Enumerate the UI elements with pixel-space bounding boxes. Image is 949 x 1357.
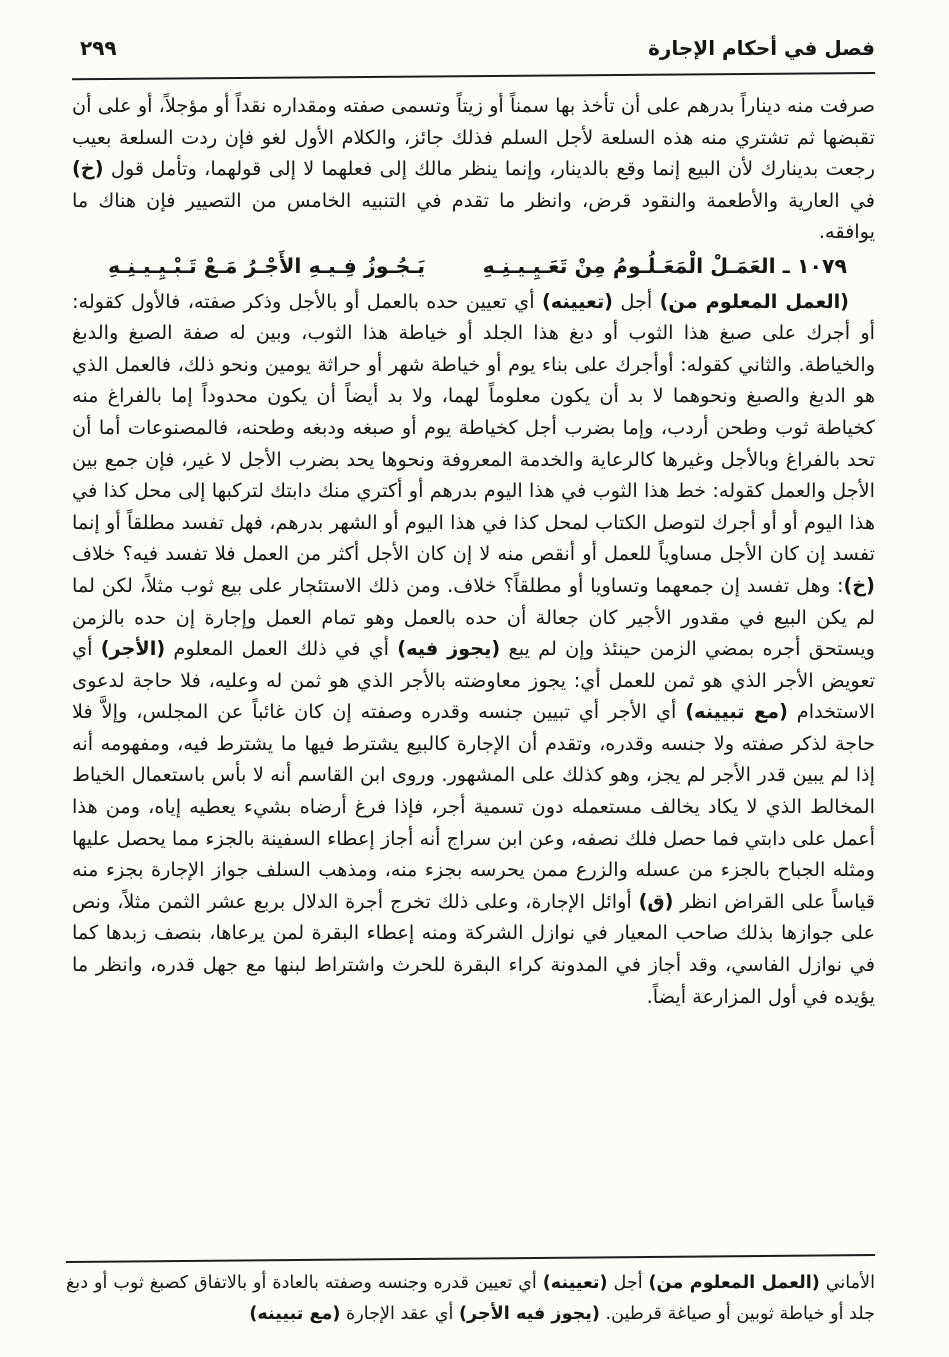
text-run: أي تعيين قدره وجنسه وصفته بالعادة أو بالاتفاق كصبغ ثوب أو دبغ جلد أو خياطة ثوبين أو صياغة قرطين.	[66, 1273, 875, 1324]
bold-lemma: (خ)	[72, 157, 104, 181]
bold-lemma: (يجوز فيه)	[397, 637, 501, 661]
text-run: أي عقد الإجارة	[340, 1303, 460, 1324]
verse-first-hemistich	[483, 251, 847, 283]
chapter-title: فصل في أحكام الإجارة	[648, 36, 875, 60]
page-header	[0, 0, 949, 60]
text-run: أي تعيين حده بالعمل أو بالأجل وذكر صفته، فالأول كقوله: أو أجرك على صبغ هذا الثوب أو دبغ هذا الجلد أو خياطة هذا الثوب، وبين له صفة الصبغ والدبغ والخياطة. والثاني كقوله: أوأجرك على بناء يوم أو خياطة شهر أو حراثة يومين ونحو ذلك، فالعمل الذي هو الدبغ والصبغ ونحوهما لا بد أن يكون معلوماً لهما، ولا بد أيضاً أن يكون محدوداً إما بالفراغ منه كخياطة ثوب وطحن أردب، وإما بضرب أجل كخياطة يوم أو صبغه ودبغه وطحنه، فالمصنوعات أما أن تحد بالفراغ وبالأجل وغيرها كالرعاية والخدمة المعروفة ونحوها يحد بضرب الأجل لا غير، فإن جمع بين الأجل والعمل كقوله: خط هذا الثوب في هذا اليوم بدرهم أو أكتري منك دابتك لتركبها إلى محل كذا في هذا اليوم أو أو أجرك لتوصل الكتاب لمحل كذا في هذا اليوم أو الشهر بدرهم، فهل تفسد مطلقاً أو إنما تفسد إن كان الأجل مساوياً للعمل أو أنقص منه لا إن كان الأجل أكثر من العمل فلا تفسد فيه؟ خلاف	[72, 289, 875, 566]
text-run: أي في ذلك العمل المعلوم	[165, 637, 398, 661]
body-paragraph-continuation	[72, 90, 875, 248]
bold-lemma: (يجوز فيه الأجر)	[459, 1303, 600, 1324]
text-run: أجل	[607, 1273, 649, 1293]
bold-lemma: (تعيينه)	[542, 1273, 608, 1293]
bold-lemma: (العمل المعلوم من)	[659, 289, 849, 313]
text-run: صرفت منه ديناراً بدرهم على أن تأخذ بها سمناً أو زيتاً وتسمى صفته ومقداره نقداً أو مؤجلاً، أو على أن تقبضها ثم تشتري منه هذه السلعة لأجل السلم فذلك جائز، والكلام الأول لغو فإن ردت السلعة بعيب رجعت بدينارك لأن البيع إنما وقع بالدينار، وإنما ينظر مالك إلى فعلهما لا إلى قولهما، وتأمل قول	[72, 94, 875, 181]
text-run: أي الأجر أي تبيين جنسه وقدره وصفته إن كان غائباً عن المجلس، وإلاَّ فلا حاجة لذكر صفته ولا جنسه وقدره، وتقدم أن الإجارة كالبيع يشترط فيها ما يشترط فيه، ومفهومه أنه إذا لم يبين قدر الأجر لم يجز، وهو كذلك على المشهور. وروى ابن القاسم أنه لا بأس باستعمال الخياط المخالط الذي لا يكاد يخالف مستعمله دون تسمية أجر، فإذا فرغ أرضاه بشيء يعطيه إياه، ومن هذا أعمل على دابتي فما حصل فلك نصفه، وعن ابن سراج أنه أجاز إعطاء السفينة بالجزء مما يحصل عليها ومثله الجباح بالجزء من عسله والزرع ممن يحرسه بجزء منه، ومذهب السلف جواز الإجارة بجزء منه قياساً على القراض انظر	[72, 700, 875, 913]
page-body	[0, 74, 949, 1012]
text-run: : وهل تفسد إن جمعهما وتساويا أو مطلقاً؟ خلاف. ومن ذلك الاستئجار على بيع ثوب مثلاً، لكن لما لم يكن البيع في مقدور الأجير كان جعالة أن حده بالعمل وهو تمام العمل وإجارة إن حده بالزمن ويستحق أجره بمضي الزمن حينئذ وإن لم يبع	[72, 573, 875, 661]
bold-lemma: (ق)	[638, 889, 674, 913]
footnote-divider	[66, 1254, 875, 1263]
text-run: أوائل الإجارة، وعلى ذلك تخرج أجرة الدلال بربع عشر الثمن مثلاً، ونص على جوازها بذلك صاحب المعيار في نوازل الشركة ومنه إعطاء البقرة لمن يرعاها، بنصف زبدها كما في نوازل الفاسي، وقد أجاز في المدونة كراء البقرة للحرث واشتراط لبنها مع جهل قدره، وانظر ما يؤيده في أول المزارعة أيضاً.	[72, 889, 875, 1008]
bold-lemma: (العمل المعلوم من)	[648, 1273, 820, 1293]
text-run: في العارية والأطعمة والنقود قرض، وانظر ما تقدم في التنبيه الخامس من التصيير فإن هناك ما يوافقه.	[72, 188, 875, 244]
bold-lemma: (خ)	[843, 573, 875, 597]
footnote-text	[66, 1268, 875, 1329]
commentary-paragraph	[72, 286, 875, 1013]
bold-lemma: (مع تبيينه)	[685, 700, 788, 724]
footnote-section	[66, 1254, 875, 1329]
bold-lemma: (مع تبيينه)	[249, 1303, 341, 1324]
verse-hemistich1-text: العَمَـلْ الْمَعَـلُـومُ مِنْ تَعَـيِـيـنِـهِ	[482, 253, 776, 278]
verse-line	[72, 248, 875, 286]
bold-lemma: (الأجر)	[100, 637, 166, 661]
page-number: ٢٩٩	[80, 36, 117, 60]
bold-lemma: (تعيينه)	[541, 289, 613, 313]
verse-second-hemistich: يَـجُـوزُ فِـيـهِ الأَجْـرُ مَـعْ تَـبْـيِـيـنِـهِ	[108, 253, 426, 278]
text-run: الأماني	[819, 1273, 875, 1293]
verse-number: ١٠٧٩ ـ	[782, 253, 847, 278]
text-run: أجل	[613, 289, 660, 313]
text-run: أي تعويض الأجر الذي هو ثمن للعمل أي: يجوز معاوضته بالأجر الذي هو ثمن له وعليه، فلا حاجة لدعوى الاستخدام	[72, 637, 875, 724]
